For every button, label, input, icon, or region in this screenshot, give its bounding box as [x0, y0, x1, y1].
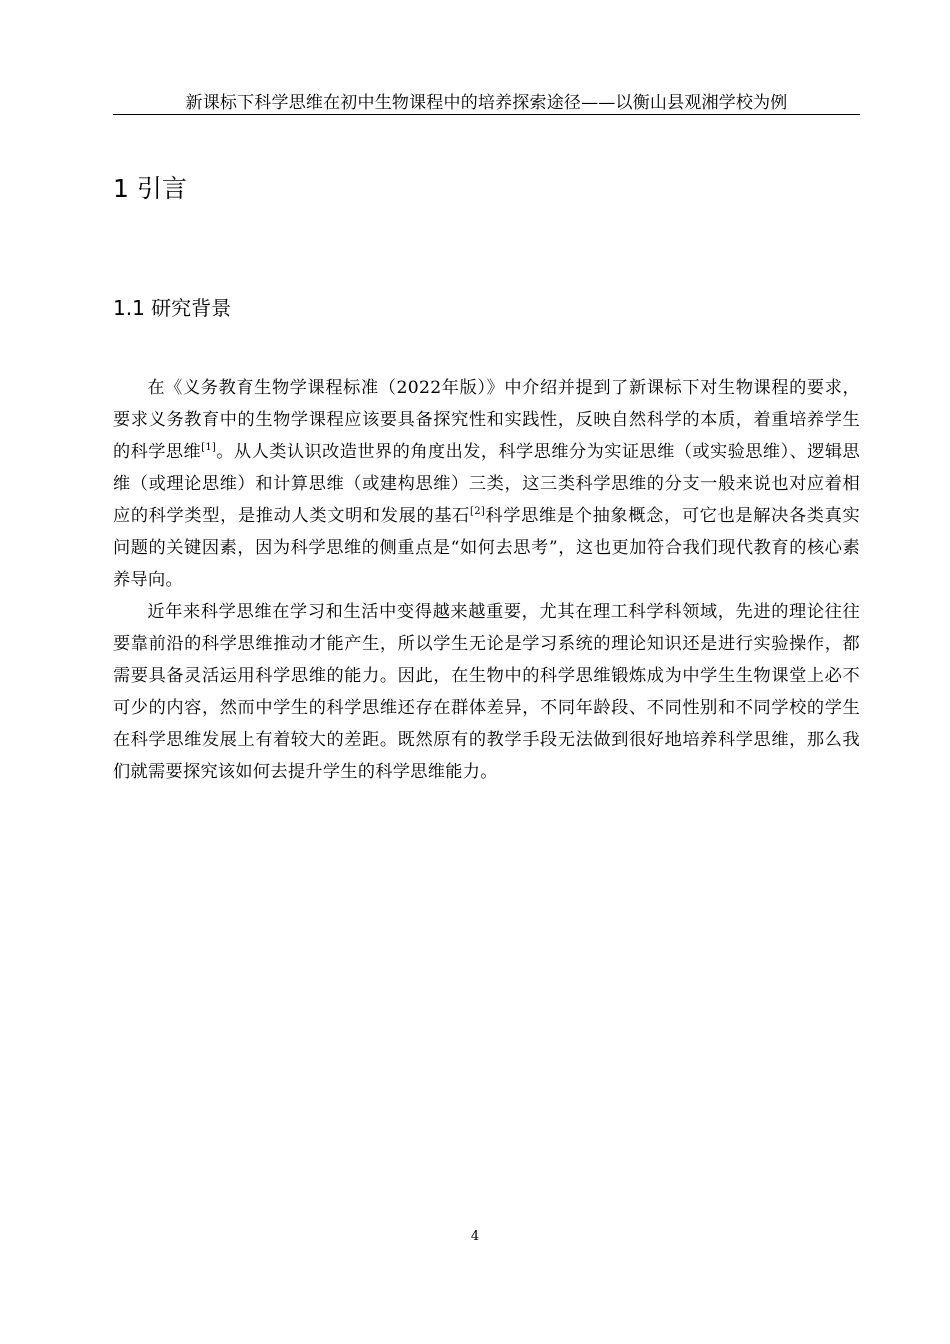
subsection-heading: 1.1 研究背景: [113, 296, 232, 320]
citation-2: [2]: [470, 506, 486, 517]
paragraph-2: 近年来科学思维在学习和生活中变得越来越重要，尤其在理工科学科领域，先进的理论往往要靠前沿的科学思维推动才能产生，所以学生无论是学习系统的理论知识还是进行实验操作，都需要具备灵活运用科学思维的能力。因此，在生物中的科学思维锻炼成为中学生生物课堂上必不可少的内容，然而中学生的科学思维还存在群体差异，不同年龄段、不同性别和不同学校的学生在科学思维发展上有着较大的差距。既然原有的教学手段无法做到很好地培养科学思维，那么我们就需要探究该如何去提升学生的科学思维能力。: [113, 602, 860, 782]
page-number: 4: [470, 1229, 480, 1244]
header-rule: [113, 114, 860, 115]
running-header: 新课标下科学思维在初中生物课程中的培养探索途径——以衡山县观湘学校为例: [185, 93, 788, 113]
body-text: [113, 372, 860, 788]
paragraph-1-text-a: 在《义务教育生物学课程标准（2022年版）》中介绍并提到了新课标下对生物课程的要求，要求义务教育中的生物学课程应该要具备探究性和实践性，反映自然科学的本质，着重培养学生的科学思维: [113, 378, 860, 462]
citation-1: [1]: [201, 442, 217, 453]
section-heading: 1 引言: [113, 174, 187, 203]
paragraph-1-text-c: 科学思维是个抽象概念，可它也是解决各类真实问题的关键因素，因为科学思维的侧重点是“如何去思考”，这也更加符合我们现代教育的核心素养导向。: [113, 506, 860, 590]
paragraph-1-text-b: 。从人类认识改造世界的角度出发，科学思维分为实证思维（或实验思维）、逻辑思维（或理论思维）和计算思维（或建构思维）三类，这三类科学思维的分支一般来说也对应着相应的科学类型，是推动人类文明和发展的基石: [113, 442, 860, 526]
paragraph-1: [113, 372, 860, 596]
